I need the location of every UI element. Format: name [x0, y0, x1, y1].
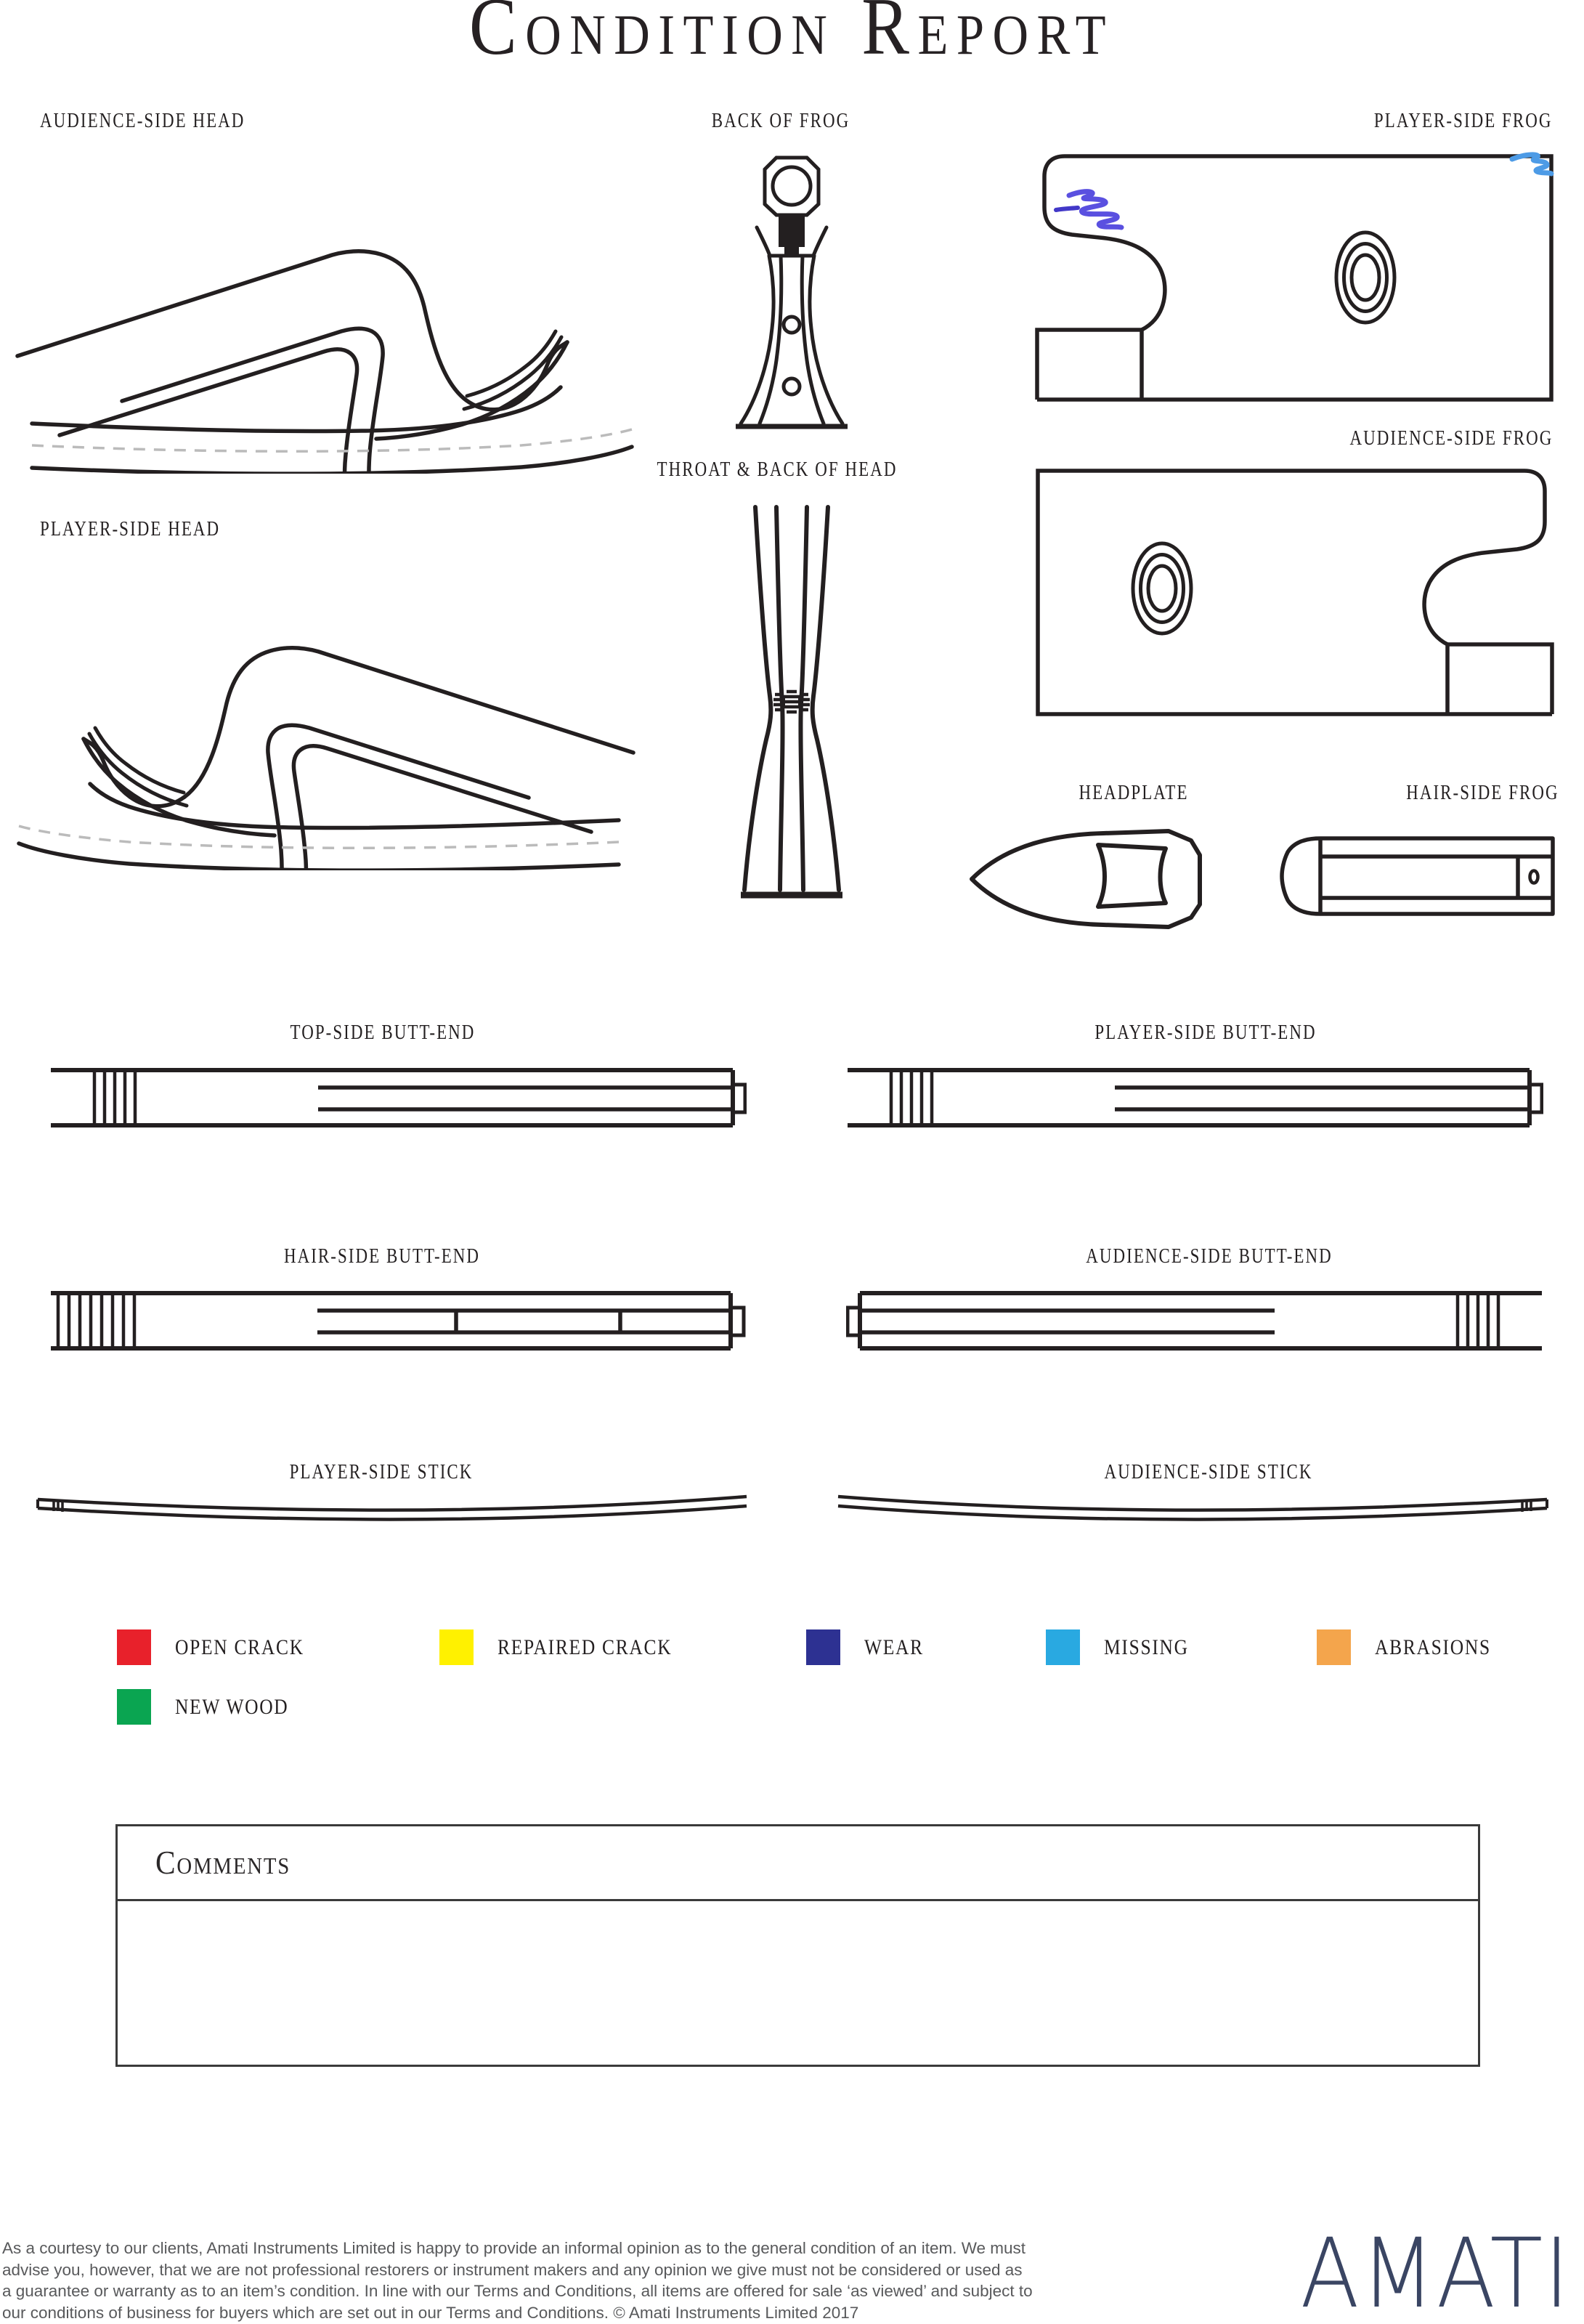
stick-outline-mirrored	[838, 1497, 1547, 1519]
legend-label-missing: MISSING	[1104, 1635, 1189, 1659]
legend-swatch-abrasions	[1317, 1629, 1351, 1665]
footer-disclaimer	[2, 2238, 1193, 2323]
label-audience-side-head: AUDIENCE-SIDE HEAD	[40, 110, 245, 132]
label-player-side-head: PLAYER-SIDE HEAD	[40, 518, 221, 540]
audience-side-butt-end-drawing	[846, 1288, 1543, 1353]
label-hair-side-frog: HAIR-SIDE FROG	[1406, 782, 1559, 804]
butt-end-outline	[51, 1070, 745, 1125]
label-hair-side-butt-end: HAIR-SIDE BUTT-END	[283, 1245, 481, 1268]
legend-swatch-repaired-crack	[439, 1629, 474, 1665]
player-side-stick-drawing	[16, 1493, 750, 1526]
stick-outline	[38, 1497, 747, 1519]
headplate-mortise	[1098, 845, 1166, 907]
amati-logo: AMATI	[1300, 2218, 1571, 2324]
audience-side-head-drawing	[13, 139, 638, 474]
footer-line: As a courtesy to our clients, Amati Instruments Limited is happy to provide an informal opinion as to the general condition of an item. We must	[2, 2239, 1026, 2257]
legend-swatch-wear	[806, 1629, 840, 1665]
label-player-side-stick: PLAYER-SIDE STICK	[289, 1461, 474, 1483]
bow-head-outline	[17, 251, 632, 474]
label-audience-side-butt-end: AUDIENCE-SIDE BUTT-END	[1086, 1245, 1333, 1268]
legend-label-new-wood: NEW WOOD	[175, 1695, 289, 1719]
frog-pin-lower	[784, 378, 800, 394]
frog-outline	[1037, 156, 1551, 400]
butt-end-outline-mirrored	[848, 1293, 1542, 1348]
throat-back-of-head-drawing	[723, 494, 861, 912]
label-top-side-butt-end: TOP-SIDE BUTT-END	[290, 1021, 476, 1044]
hair-side-frog-drawing	[1278, 834, 1558, 918]
legend-label-wear: WEAR	[864, 1635, 924, 1659]
audience-side-frog-drawing	[1028, 463, 1558, 721]
player-side-frog-drawing	[1031, 149, 1561, 407]
label-player-side-butt-end: PLAYER-SIDE BUTT-END	[1094, 1021, 1317, 1044]
button-circle	[773, 167, 811, 205]
wear-annotation-dash	[1056, 208, 1078, 210]
lapping-hatching	[58, 1293, 134, 1348]
comments-box	[115, 1824, 1480, 2067]
back-of-frog-drawing	[715, 149, 868, 436]
label-audience-side-stick: AUDIENCE-SIDE STICK	[1104, 1461, 1313, 1483]
frog-eye	[1133, 543, 1191, 633]
label-throat-back-of-head: THROAT & BACK OF HEAD	[657, 458, 898, 481]
label-audience-side-frog: AUDIENCE-SIDE FROG	[1349, 427, 1553, 450]
player-side-head-drawing	[13, 536, 638, 870]
frog-eye	[1336, 232, 1394, 323]
footer-line: a guarantee or warranty as to an item’s condition. In line with our Terms and Conditions, all items are offered for sale ‘as viewed’ and subject to	[2, 2282, 1033, 2300]
legend-swatch-missing	[1046, 1629, 1080, 1665]
butt-end-outline	[848, 1070, 1542, 1125]
comments-input-area[interactable]	[118, 1901, 1478, 2067]
bow-head-outline-mirrored	[19, 648, 633, 870]
mortise-hatching	[773, 692, 810, 712]
headplate-drawing	[968, 825, 1209, 934]
footer-line: advise you, however, that we are not professional restorers or instrument makers and any opinion we give must not be considered or used as	[2, 2260, 1023, 2279]
legend-label-repaired-crack: REPAIRED CRACK	[497, 1635, 673, 1659]
screw-shank	[779, 215, 805, 247]
audience-side-stick-drawing	[835, 1493, 1569, 1526]
legend-swatch-new-wood	[117, 1689, 151, 1725]
footer-line: our conditions of business for buyers which are set out in our Terms and Conditions. © Amati Instruments Limited 2017	[2, 2303, 859, 2322]
page-title: Condition Report	[469, 0, 1114, 72]
label-player-side-frog: PLAYER-SIDE FROG	[1374, 110, 1553, 132]
comments-label: Comments	[155, 1844, 291, 1881]
comments-header	[118, 1826, 1478, 1901]
label-headplate: HEADPLATE	[1079, 782, 1189, 804]
slide-screw-hole	[1530, 871, 1538, 883]
legend-label-open-crack: OPEN CRACK	[175, 1635, 304, 1659]
frog-outline-mirrored	[1038, 471, 1552, 714]
player-side-butt-end-drawing	[846, 1065, 1543, 1130]
legend-label-abrasions: ABRASIONS	[1375, 1635, 1491, 1659]
top-side-butt-end-drawing	[49, 1065, 747, 1130]
hair-side-butt-end-drawing	[49, 1288, 747, 1353]
frog-pin-upper	[784, 317, 800, 333]
legend-swatch-open-crack	[117, 1629, 151, 1665]
label-back-of-frog: BACK OF FROG	[711, 110, 850, 132]
